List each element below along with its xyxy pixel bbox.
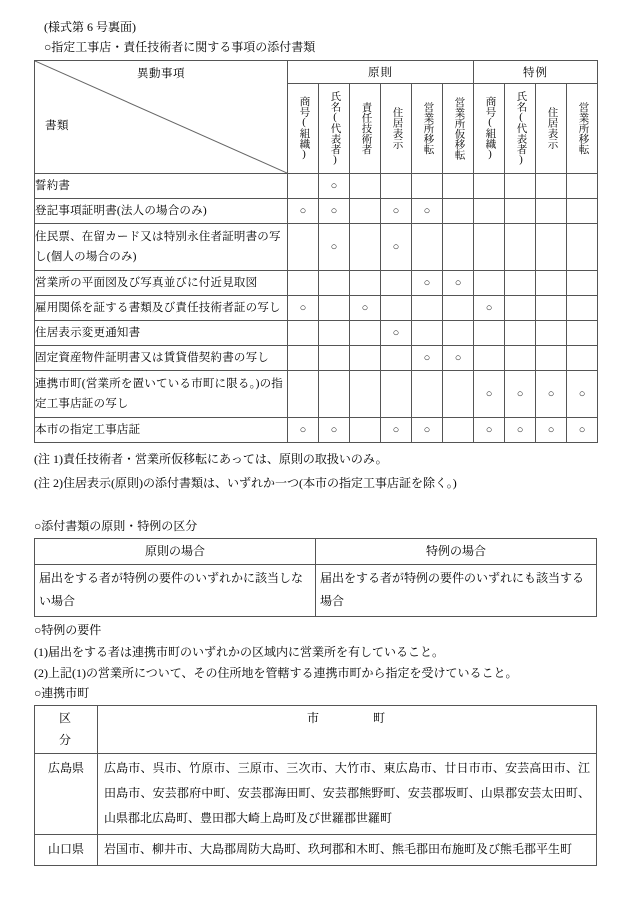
matrix-head-body xyxy=(35,61,598,174)
matrix-mark-empty xyxy=(567,296,598,321)
matrix-mark-empty xyxy=(536,174,567,199)
matrix-col-header-text: 商号(組織) xyxy=(484,96,496,160)
matrix-mark-empty xyxy=(350,371,381,418)
matrix-mark-empty xyxy=(567,346,598,371)
matrix-mark-empty xyxy=(319,271,350,296)
matrix-mark-circle: ○ xyxy=(319,418,350,443)
matrix-mark-empty xyxy=(536,321,567,346)
table-row xyxy=(35,174,598,199)
matrix-mark-empty xyxy=(536,346,567,371)
matrix-mark-circle: ○ xyxy=(412,346,443,371)
matrix-row-label: 誓約書 xyxy=(35,174,288,199)
table-row xyxy=(35,224,598,271)
matrix-col-header-0 xyxy=(288,84,319,174)
matrix-mark-circle: ○ xyxy=(536,418,567,443)
form-number: (様式第 6 号裏面) xyxy=(44,20,136,34)
matrix-mark-empty xyxy=(443,371,474,418)
matrix-mark-circle: ○ xyxy=(505,418,536,443)
matrix-group-principle: 原則 xyxy=(288,61,474,84)
section-heading-cities: ○連携市町 xyxy=(34,686,90,700)
matrix-mark-circle: ○ xyxy=(412,199,443,224)
matrix-mark-empty xyxy=(381,271,412,296)
matrix-mark-empty xyxy=(319,296,350,321)
matrix-mark-empty xyxy=(505,174,536,199)
matrix-mark-empty xyxy=(443,224,474,271)
matrix-col-header-text: 氏名(代表者) xyxy=(515,90,527,166)
matrix-mark-empty xyxy=(443,321,474,346)
kubun-header-exception: 特例の場合 xyxy=(316,539,597,565)
city-header-municipalities: 市 町 xyxy=(98,706,597,754)
matrix-mark-empty xyxy=(350,346,381,371)
matrix-mark-circle: ○ xyxy=(412,271,443,296)
table-row xyxy=(35,296,598,321)
matrix-mark-circle: ○ xyxy=(381,224,412,271)
matrix-group-row xyxy=(35,61,598,84)
matrix-mark-empty xyxy=(319,321,350,346)
matrix-col-header-6 xyxy=(474,84,505,174)
matrix-col-header-3 xyxy=(381,84,412,174)
matrix-mark-empty xyxy=(288,271,319,296)
matrix-corner-bottom-label: 書類 xyxy=(45,120,69,132)
matrix-mark-circle: ○ xyxy=(474,371,505,418)
matrix-mark-circle: ○ xyxy=(536,371,567,418)
matrix-col-header-7 xyxy=(505,84,536,174)
matrix-mark-empty xyxy=(288,321,319,346)
city-header-row xyxy=(35,706,597,754)
note-1: (注 1)責任技術者・営業所仮移転にあっては、原則の取扱いのみ。 xyxy=(34,452,388,466)
matrix-mark-circle: ○ xyxy=(474,418,505,443)
matrix-mark-empty xyxy=(505,271,536,296)
kubun-table xyxy=(34,538,597,617)
matrix-mark-empty xyxy=(350,174,381,199)
requirement-1: (1)届出をする者は連携市町のいずれかの区域内に営業所を有していること。 xyxy=(34,645,444,659)
kubun-value-principle: 届出をする者が特例の要件のいずれかに該当しない場合 xyxy=(35,565,316,617)
table-row xyxy=(35,271,598,296)
matrix-row-label: 登記事項証明書(法人の場合のみ) xyxy=(35,199,288,224)
matrix-mark-circle: ○ xyxy=(381,199,412,224)
city-row-hiroshima xyxy=(35,754,597,835)
matrix-mark-empty xyxy=(443,418,474,443)
matrix-mark-empty xyxy=(474,271,505,296)
table-row xyxy=(35,321,598,346)
matrix-col-header-text: 住居表示 xyxy=(546,107,558,149)
matrix-mark-empty xyxy=(381,174,412,199)
matrix-mark-circle: ○ xyxy=(288,296,319,321)
matrix-mark-empty xyxy=(474,346,505,371)
matrix-mark-empty xyxy=(350,418,381,443)
matrix-mark-empty xyxy=(567,271,598,296)
matrix-mark-empty xyxy=(350,224,381,271)
matrix-mark-empty xyxy=(412,224,443,271)
matrix-col-header-4 xyxy=(412,84,443,174)
matrix-col-header-text: 責任技術者 xyxy=(360,101,372,155)
matrix-mark-empty xyxy=(474,224,505,271)
matrix-mark-circle: ○ xyxy=(381,418,412,443)
matrix-mark-empty xyxy=(412,174,443,199)
matrix-mark-empty xyxy=(350,199,381,224)
matrix-mark-empty xyxy=(567,199,598,224)
kubun-value-exception: 届出をする者が特例の要件のいずれにも該当する場合 xyxy=(316,565,597,617)
matrix-mark-circle: ○ xyxy=(474,296,505,321)
matrix-mark-circle: ○ xyxy=(443,271,474,296)
matrix-mark-circle: ○ xyxy=(319,199,350,224)
matrix-mark-empty xyxy=(288,224,319,271)
matrix-col-header-text: 営業所移転 xyxy=(577,101,589,155)
matrix-col-header-9 xyxy=(567,84,598,174)
matrix-mark-circle: ○ xyxy=(319,224,350,271)
matrix-col-header-1 xyxy=(319,84,350,174)
matrix-col-header-text: 氏名(代表者) xyxy=(329,90,341,166)
matrix-col-header-text: 住居表示 xyxy=(391,107,403,149)
matrix-mark-empty xyxy=(319,346,350,371)
table-row xyxy=(35,199,598,224)
matrix-mark-empty xyxy=(381,346,412,371)
matrix-mark-circle: ○ xyxy=(288,199,319,224)
matrix-row-label: 本市の指定工事店証 xyxy=(35,418,288,443)
matrix-mark-empty xyxy=(474,174,505,199)
matrix-mark-empty xyxy=(505,296,536,321)
city-header-division: 区 分 xyxy=(35,706,98,754)
matrix-group-exception: 特例 xyxy=(474,61,598,84)
matrix-row-label: 住民票、在留カード又は特別永住者証明書の写し(個人の場合のみ) xyxy=(35,224,288,271)
matrix-col-header-2 xyxy=(350,84,381,174)
prefecture-name: 山口県 xyxy=(35,835,98,866)
matrix-mark-empty xyxy=(505,321,536,346)
matrix-row-label: 雇用関係を証する書類及び責任技術者証の写し xyxy=(35,296,288,321)
matrix-mark-empty xyxy=(567,224,598,271)
matrix-mark-empty xyxy=(350,271,381,296)
matrix-mark-empty xyxy=(443,296,474,321)
matrix-row-label: 連携市町(営業所を置いている市町に限る。)の指定工事店証の写し xyxy=(35,371,288,418)
section-heading-attachments: ○指定工事店・責任技術者に関する事項の添付書類 xyxy=(44,40,316,54)
matrix-col-header-5 xyxy=(443,84,474,174)
matrix-col-header-8 xyxy=(536,84,567,174)
table-row xyxy=(35,346,598,371)
matrix-mark-empty xyxy=(505,346,536,371)
matrix-mark-empty xyxy=(536,199,567,224)
matrix-mark-empty xyxy=(412,321,443,346)
matrix-mark-circle: ○ xyxy=(319,174,350,199)
section-heading-requirements: ○特例の要件 xyxy=(34,623,102,637)
kubun-header-row xyxy=(35,539,597,565)
matrix-mark-empty xyxy=(536,271,567,296)
matrix-mark-circle: ○ xyxy=(443,346,474,371)
matrix-row-label: 住居表示変更通知書 xyxy=(35,321,288,346)
matrix-mark-empty xyxy=(412,296,443,321)
linked-municipalities-table xyxy=(34,705,597,866)
matrix-mark-empty xyxy=(443,199,474,224)
matrix-mark-empty xyxy=(288,371,319,418)
matrix-data-body xyxy=(35,174,598,443)
matrix-mark-empty xyxy=(567,174,598,199)
municipality-list: 岩国市、柳井市、大島郡周防大島町、玖珂郡和木町、熊毛郡田布施町及び熊毛郡平生町 xyxy=(98,835,597,866)
matrix-mark-circle: ○ xyxy=(412,418,443,443)
matrix-mark-empty xyxy=(505,199,536,224)
matrix-mark-empty xyxy=(474,199,505,224)
matrix-mark-empty xyxy=(536,224,567,271)
matrix-mark-empty xyxy=(381,296,412,321)
prefecture-name: 広島県 xyxy=(35,754,98,835)
kubun-header-principle: 原則の場合 xyxy=(35,539,316,565)
matrix-corner-top-label: 異動事項 xyxy=(137,68,185,80)
kubun-value-row xyxy=(35,565,597,617)
matrix-mark-circle: ○ xyxy=(288,418,319,443)
matrix-mark-circle: ○ xyxy=(505,371,536,418)
matrix-col-header-text: 商号(組織) xyxy=(298,96,310,160)
city-row-yamaguchi xyxy=(35,835,597,866)
matrix-mark-circle: ○ xyxy=(567,371,598,418)
matrix-mark-empty xyxy=(474,321,505,346)
matrix-col-header-text: 営業所移転 xyxy=(422,101,434,155)
attachment-matrix-table xyxy=(34,60,598,443)
matrix-mark-empty xyxy=(288,174,319,199)
matrix-mark-empty xyxy=(381,371,412,418)
matrix-mark-empty xyxy=(567,321,598,346)
table-row xyxy=(35,371,598,418)
requirement-2: (2)上記(1)の営業所について、その住所地を管轄する連携市町から指定を受けていること。 xyxy=(34,666,518,680)
municipality-list: 広島市、呉市、竹原市、三原市、三次市、大竹市、東広島市、廿日市市、安芸高田市、江田島市、安芸郡府中町、安芸郡海田町、安芸郡熊野町、安芸郡坂町、山県郡安芸太田町、山県郡北広島町、豊田郡大崎上島町及び世羅郡世羅町 xyxy=(98,754,597,835)
matrix-corner-cell xyxy=(35,61,288,174)
matrix-mark-circle: ○ xyxy=(567,418,598,443)
matrix-row-label: 固定資産物件証明書又は賃貸借契約書の写し xyxy=(35,346,288,371)
section-heading-kubun: ○添付書類の原則・特例の区分 xyxy=(34,519,198,533)
matrix-mark-empty xyxy=(412,371,443,418)
note-2: (注 2)住居表示(原則)の添付書類は、いずれか一つ(本市の指定工事店証を除く。) xyxy=(34,476,457,490)
matrix-mark-empty xyxy=(443,174,474,199)
table-row xyxy=(35,418,598,443)
matrix-mark-empty xyxy=(319,371,350,418)
matrix-mark-empty xyxy=(505,224,536,271)
matrix-mark-circle: ○ xyxy=(381,321,412,346)
matrix-row-label: 営業所の平面図及び写真並びに付近見取図 xyxy=(35,271,288,296)
matrix-col-header-text: 営業所仮移転 xyxy=(453,96,465,160)
matrix-mark-empty xyxy=(288,346,319,371)
matrix-mark-circle: ○ xyxy=(350,296,381,321)
matrix-mark-empty xyxy=(536,296,567,321)
matrix-mark-empty xyxy=(350,321,381,346)
